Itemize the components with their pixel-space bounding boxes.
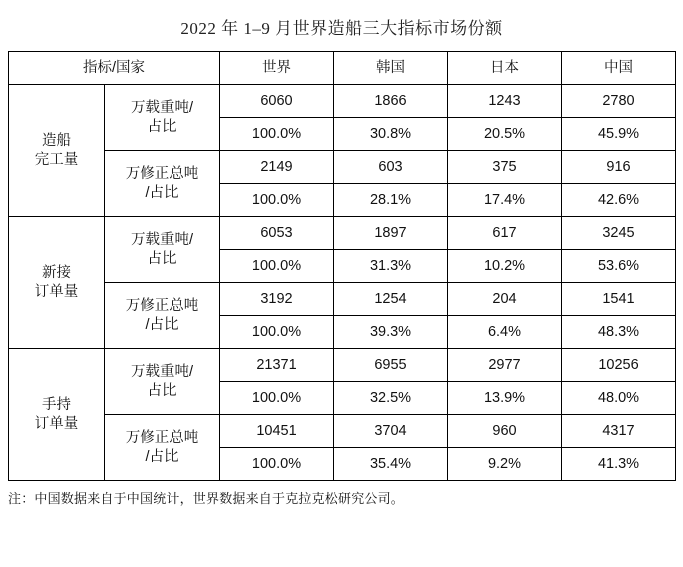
table-cell: 20.5% — [448, 118, 562, 151]
market-share-table — [8, 51, 676, 481]
metric-label: 万修正总吨 /占比 — [105, 151, 220, 217]
table-row — [9, 415, 676, 448]
table-cell: 617 — [448, 217, 562, 250]
table-header-cell: 日本 — [448, 52, 562, 85]
table-row — [9, 283, 676, 316]
table-cell: 53.6% — [562, 250, 676, 283]
table-cell: 100.0% — [220, 184, 334, 217]
table-cell: 48.3% — [562, 316, 676, 349]
table-cell: 6060 — [220, 85, 334, 118]
table-header-cell: 世界 — [220, 52, 334, 85]
table-cell: 3245 — [562, 217, 676, 250]
table-cell: 2977 — [448, 349, 562, 382]
table-header-cell: 指标/国家 — [9, 52, 220, 85]
table-cell: 9.2% — [448, 448, 562, 481]
table-cell: 1541 — [562, 283, 676, 316]
table-cell: 1866 — [334, 85, 448, 118]
table-row — [9, 151, 676, 184]
metric-label: 万载重吨/ 占比 — [105, 85, 220, 151]
table-cell: 45.9% — [562, 118, 676, 151]
metric-label: 万载重吨/ 占比 — [105, 349, 220, 415]
table-row — [9, 349, 676, 382]
table-cell: 100.0% — [220, 118, 334, 151]
row-group-label: 手持 订单量 — [9, 349, 105, 481]
table-cell: 960 — [448, 415, 562, 448]
table-cell: 42.6% — [562, 184, 676, 217]
table-cell: 1243 — [448, 85, 562, 118]
table-cell: 30.8% — [334, 118, 448, 151]
table-cell: 6955 — [334, 349, 448, 382]
table-cell: 17.4% — [448, 184, 562, 217]
table-row — [9, 217, 676, 250]
table-row — [9, 85, 676, 118]
page-title: 2022 年 1–9 月世界造船三大指标市场份额 — [180, 19, 503, 38]
table-header-row — [9, 52, 676, 85]
table-cell: 39.3% — [334, 316, 448, 349]
table-cell: 204 — [448, 283, 562, 316]
table-cell: 6.4% — [448, 316, 562, 349]
table-header-cell: 韩国 — [334, 52, 448, 85]
metric-label: 万载重吨/ 占比 — [105, 217, 220, 283]
table-cell: 13.9% — [448, 382, 562, 415]
table-cell: 48.0% — [562, 382, 676, 415]
table-cell: 100.0% — [220, 448, 334, 481]
metric-label: 万修正总吨 /占比 — [105, 283, 220, 349]
table-cell: 3704 — [334, 415, 448, 448]
table-header-cell: 中国 — [562, 52, 676, 85]
table-cell: 100.0% — [220, 382, 334, 415]
table-cell: 41.3% — [562, 448, 676, 481]
row-group-label: 新接 订单量 — [9, 217, 105, 349]
table-note: 注：中国数据来自于中国统计，世界数据来自于克拉克松研究公司。 — [8, 491, 405, 506]
metric-label: 万修正总吨 /占比 — [105, 415, 220, 481]
table-cell: 1254 — [334, 283, 448, 316]
table-cell: 10451 — [220, 415, 334, 448]
table-cell: 916 — [562, 151, 676, 184]
table-cell: 603 — [334, 151, 448, 184]
table-cell: 35.4% — [334, 448, 448, 481]
table-cell: 31.3% — [334, 250, 448, 283]
table-cell: 100.0% — [220, 316, 334, 349]
table-cell: 375 — [448, 151, 562, 184]
table-cell: 1897 — [334, 217, 448, 250]
table-cell: 10.2% — [448, 250, 562, 283]
row-group-label: 造船 完工量 — [9, 85, 105, 217]
table-cell: 4317 — [562, 415, 676, 448]
table-cell: 10256 — [562, 349, 676, 382]
table-cell: 28.1% — [334, 184, 448, 217]
table-cell: 21371 — [220, 349, 334, 382]
table-cell: 2780 — [562, 85, 676, 118]
table-cell: 2149 — [220, 151, 334, 184]
table-cell: 32.5% — [334, 382, 448, 415]
table-cell: 100.0% — [220, 250, 334, 283]
table-cell: 6053 — [220, 217, 334, 250]
table-cell: 3192 — [220, 283, 334, 316]
